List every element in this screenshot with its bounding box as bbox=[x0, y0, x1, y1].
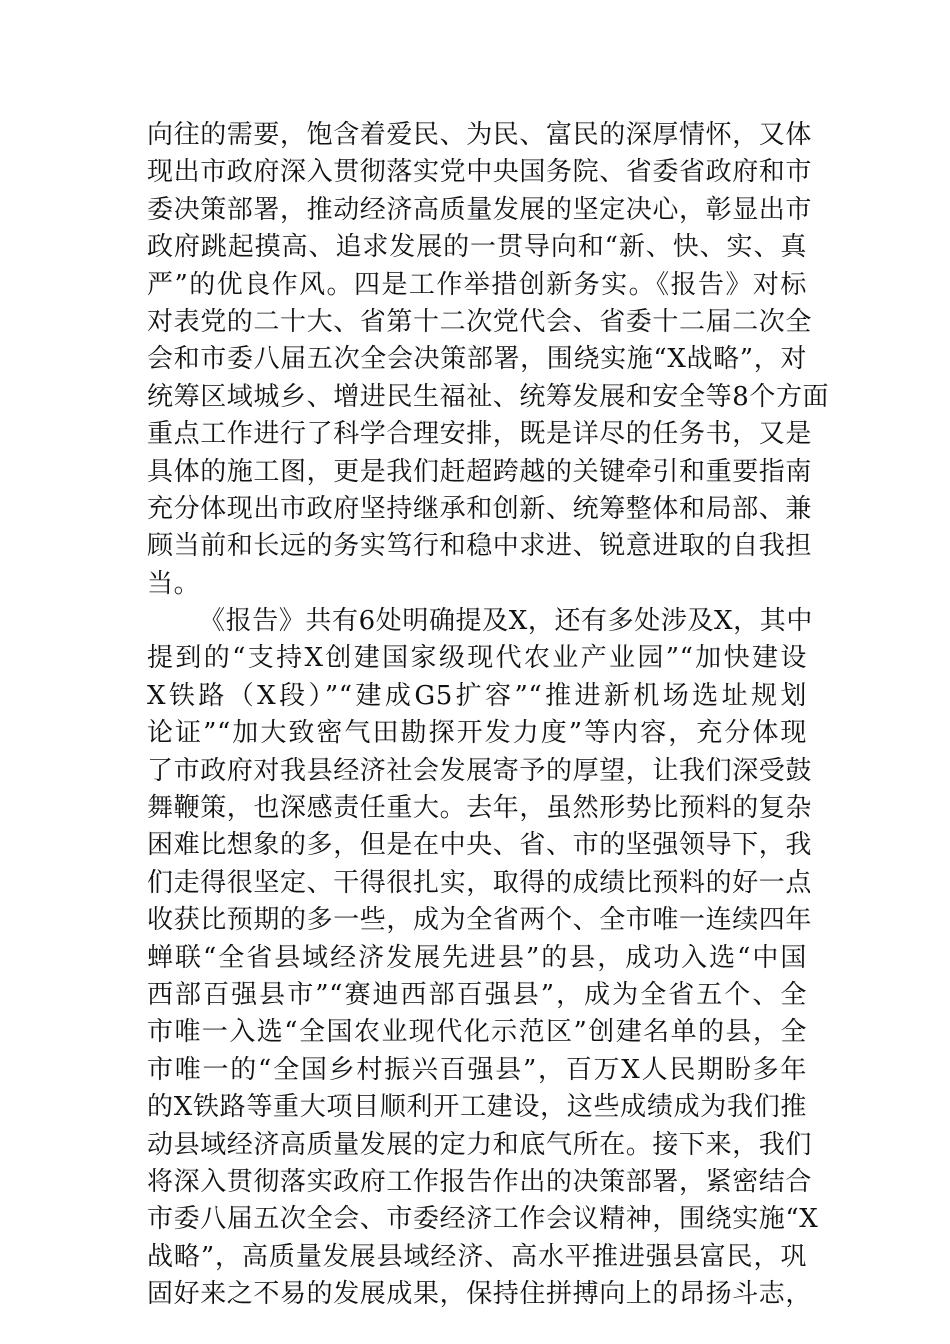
text-line: 会和市委八届五次全会决策部署，围绕实施“X战略”，对 bbox=[147, 344, 807, 375]
text-line: 顾当前和长远的务实笃行和稳中求进、锐意进取的自我担 bbox=[147, 531, 813, 562]
text-line: 舞鞭策，也深感责任重大。去年，虽然形势比预料的复杂 bbox=[147, 793, 813, 824]
text-line: 委决策部署，推动经济高质量发展的坚定决心，彰显出市 bbox=[147, 194, 813, 225]
text-line: 固好来之不易的发展成果，保持住拼搏向上的昂扬斗志， bbox=[147, 1279, 813, 1310]
text-line: 具体的施工图，更是我们赶超跨越的关键牵引和重要指南 bbox=[147, 456, 813, 487]
text-line: 的X铁路等重大项目顺利开工建设，这些成绩成为我们推 bbox=[147, 1092, 807, 1123]
body-text bbox=[147, 117, 830, 1314]
text-line: 重点工作进行了科学合理安排，既是详尽的任务书，又是 bbox=[147, 419, 813, 450]
text-line: 战略”，高质量发展县域经济、高水平推进强县富民，巩 bbox=[147, 1241, 807, 1272]
text-line: 向往的需要，饱含着爱民、为民、富民的深厚情怀，又体 bbox=[147, 120, 813, 150]
text-line: 提到的“支持X创建国家级现代农业产业园”“加快建设 bbox=[147, 643, 807, 674]
text-line: 充分体现出市政府坚持继承和创新、统筹整体和局部、兼 bbox=[147, 493, 813, 524]
text-line: 收获比预期的多一些，成为全省两个、全市唯一连续四年 bbox=[147, 905, 813, 936]
text-line: 蝉联“全省县域经济发展先进县”的县，成功入选“中国 bbox=[147, 942, 807, 973]
text-line: 市委八届五次全会、市委经济工作会议精神，围绕实施“X bbox=[147, 1204, 819, 1235]
text-line: 市唯一的“全国乡村振兴百强县”，百万X人民期盼多年 bbox=[147, 1054, 807, 1085]
text-line: 当。 bbox=[147, 568, 201, 599]
text-line: 将深入贯彻落实政府工作报告作出的决策部署，紧密结合 bbox=[147, 1166, 813, 1197]
text-line: 困难比想象的多，但是在中央、省、市的坚强领导下，我 bbox=[147, 830, 813, 861]
text-line: 们走得很坚定、干得很扎实，取得的成绩比预料的好一点 bbox=[147, 867, 813, 898]
text-line: 严”的优良作风。四是工作举措创新务实。《报告》对标 bbox=[147, 269, 807, 300]
text-line: 动县域经济高质量发展的定力和底气所在。接下来，我们 bbox=[147, 1129, 813, 1160]
text-line: X铁路（X段）”“建成G5扩容”“推进新机场选址规划 bbox=[147, 680, 807, 711]
text-line: 了市政府对我县经济社会发展寄予的厚望，让我们深受鼓 bbox=[147, 755, 813, 786]
text-line: 对表党的二十大、省第十二次党代会、省委十二届二次全 bbox=[147, 306, 813, 337]
text-line: 现出市政府深入贯彻落实党中央国务院、省委省政府和市 bbox=[147, 157, 813, 188]
text-line: 市唯一入选“全国农业现代化示范区”创建名单的县，全 bbox=[147, 1017, 807, 1048]
text-line: 论证”“加大致密气田勘探开发力度”等内容，充分体现 bbox=[147, 718, 807, 749]
text-line: 政府跳起摸高、追求发展的一贯导向和“新、快、实、真 bbox=[147, 232, 807, 263]
paragraph-start-line: 《报告》共有6处明确提及X，还有多处涉及X，其中 bbox=[199, 606, 813, 637]
text-line: 西部百强县市”“赛迪西部百强县”，成为全省五个、全 bbox=[147, 979, 807, 1010]
text-line: 统筹区域城乡、增进民生福祉、统筹发展和安全等8个方面 bbox=[147, 381, 830, 412]
